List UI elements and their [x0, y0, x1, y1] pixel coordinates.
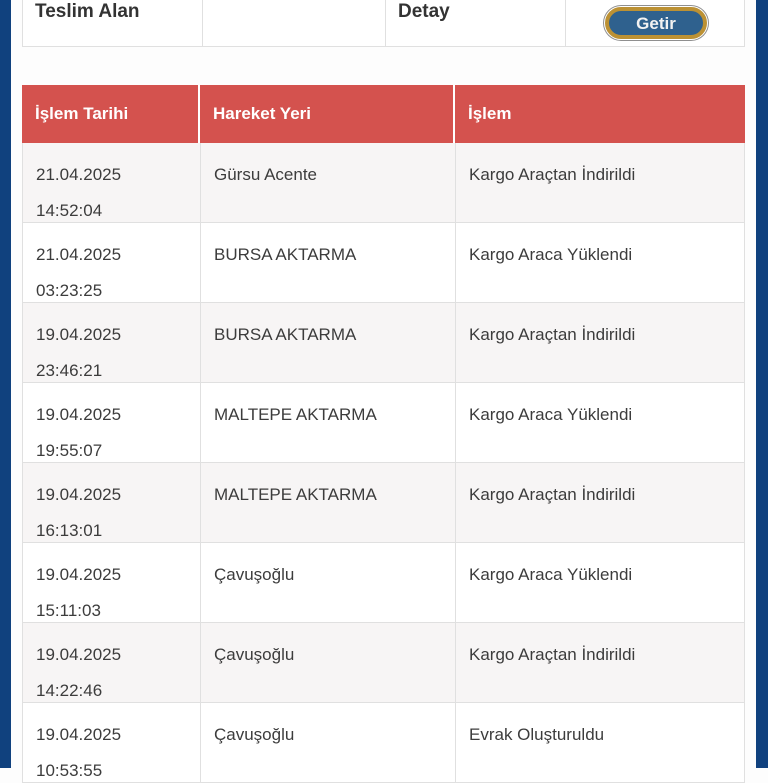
table-row [23, 383, 744, 463]
date-text: 19.04.2025 [36, 485, 122, 504]
time-text: 03:23:25 [36, 281, 103, 300]
time-text: 10:53:55 [36, 761, 103, 780]
cell-hareket-yeri: BURSA AKTARMA [201, 223, 456, 302]
table-row [23, 623, 744, 703]
table-row [23, 703, 744, 783]
table-row [23, 303, 744, 383]
form-cell-teslim-alan-value [203, 0, 386, 46]
cell-hareket-yeri: BURSA AKTARMA [201, 303, 456, 382]
cell-islem: Evrak Oluşturuldu [469, 725, 605, 744]
time-text: 15:11:03 [36, 601, 101, 620]
cell-islem: Kargo Araçtan İndirildi [469, 645, 636, 664]
getir-button[interactable]: Getir [605, 7, 707, 39]
date-text: 19.04.2025 [36, 325, 122, 344]
cell-hareket-yeri: Çavuşoğlu [201, 543, 456, 622]
movements-table [22, 85, 745, 783]
cell-islem-tarihi [23, 623, 201, 702]
cell-islem-tarihi [23, 223, 201, 302]
date-text: 19.04.2025 [36, 645, 122, 664]
page-content [22, 0, 745, 783]
table-row [23, 543, 744, 623]
cell-hareket-yeri: MALTEPE AKTARMA [201, 383, 456, 462]
cell-islem: Kargo Araçtan İndirildi [469, 485, 636, 504]
cell-islem: Kargo Araca Yüklendi [469, 405, 633, 424]
time-text: 19:55:07 [36, 441, 103, 460]
cell-islem-tarihi [23, 303, 201, 382]
cell-islem: Kargo Araçtan İndirildi [469, 325, 636, 344]
cell-islem-tarihi [23, 383, 201, 462]
date-text: 21.04.2025 [36, 165, 122, 184]
table-body [22, 143, 745, 783]
time-text: 16:13:01 [36, 521, 103, 540]
form-cell-detay [386, 0, 566, 46]
form-cell-teslim-alan [23, 0, 203, 46]
table-row [23, 143, 744, 223]
cell-hareket-yeri: Gürsu Acente [201, 143, 456, 222]
page-frame-left [0, 0, 11, 768]
cell-islem: Kargo Araca Yüklendi [469, 245, 633, 264]
date-text: 19.04.2025 [36, 405, 122, 424]
page-frame-right [756, 0, 768, 768]
cell-islem: Kargo Araca Yüklendi [469, 565, 633, 584]
detail-form-row [22, 0, 745, 47]
cell-islem-tarihi [23, 463, 201, 542]
form-cell-getir [566, 0, 746, 46]
teslim-alan-value [215, 0, 373, 1]
header-hareket-yeri: Hareket Yeri [200, 85, 455, 143]
teslim-alan-label: Teslim Alan [35, 1, 140, 22]
time-text: 14:22:46 [36, 681, 103, 700]
cell-hareket-yeri: MALTEPE AKTARMA [201, 463, 456, 542]
detay-label: Detay [398, 1, 450, 22]
cell-islem-tarihi [23, 143, 201, 222]
header-islem-tarihi: İşlem Tarihi [22, 85, 200, 143]
header-islem: İşlem [468, 104, 512, 123]
date-text: 19.04.2025 [36, 725, 122, 744]
table-row [23, 463, 744, 543]
cell-hareket-yeri: Çavuşoğlu [201, 623, 456, 702]
cell-islem-tarihi [23, 703, 201, 782]
date-text: 19.04.2025 [36, 565, 122, 584]
cell-islem: Kargo Araçtan İndirildi [469, 165, 636, 184]
time-text: 14:52:04 [36, 201, 103, 220]
time-text: 23:46:21 [36, 361, 103, 380]
table-row [23, 223, 744, 303]
table-header-row [22, 85, 745, 143]
date-text: 21.04.2025 [36, 245, 122, 264]
cell-hareket-yeri: Çavuşoğlu [201, 703, 456, 782]
cell-islem-tarihi [23, 543, 201, 622]
